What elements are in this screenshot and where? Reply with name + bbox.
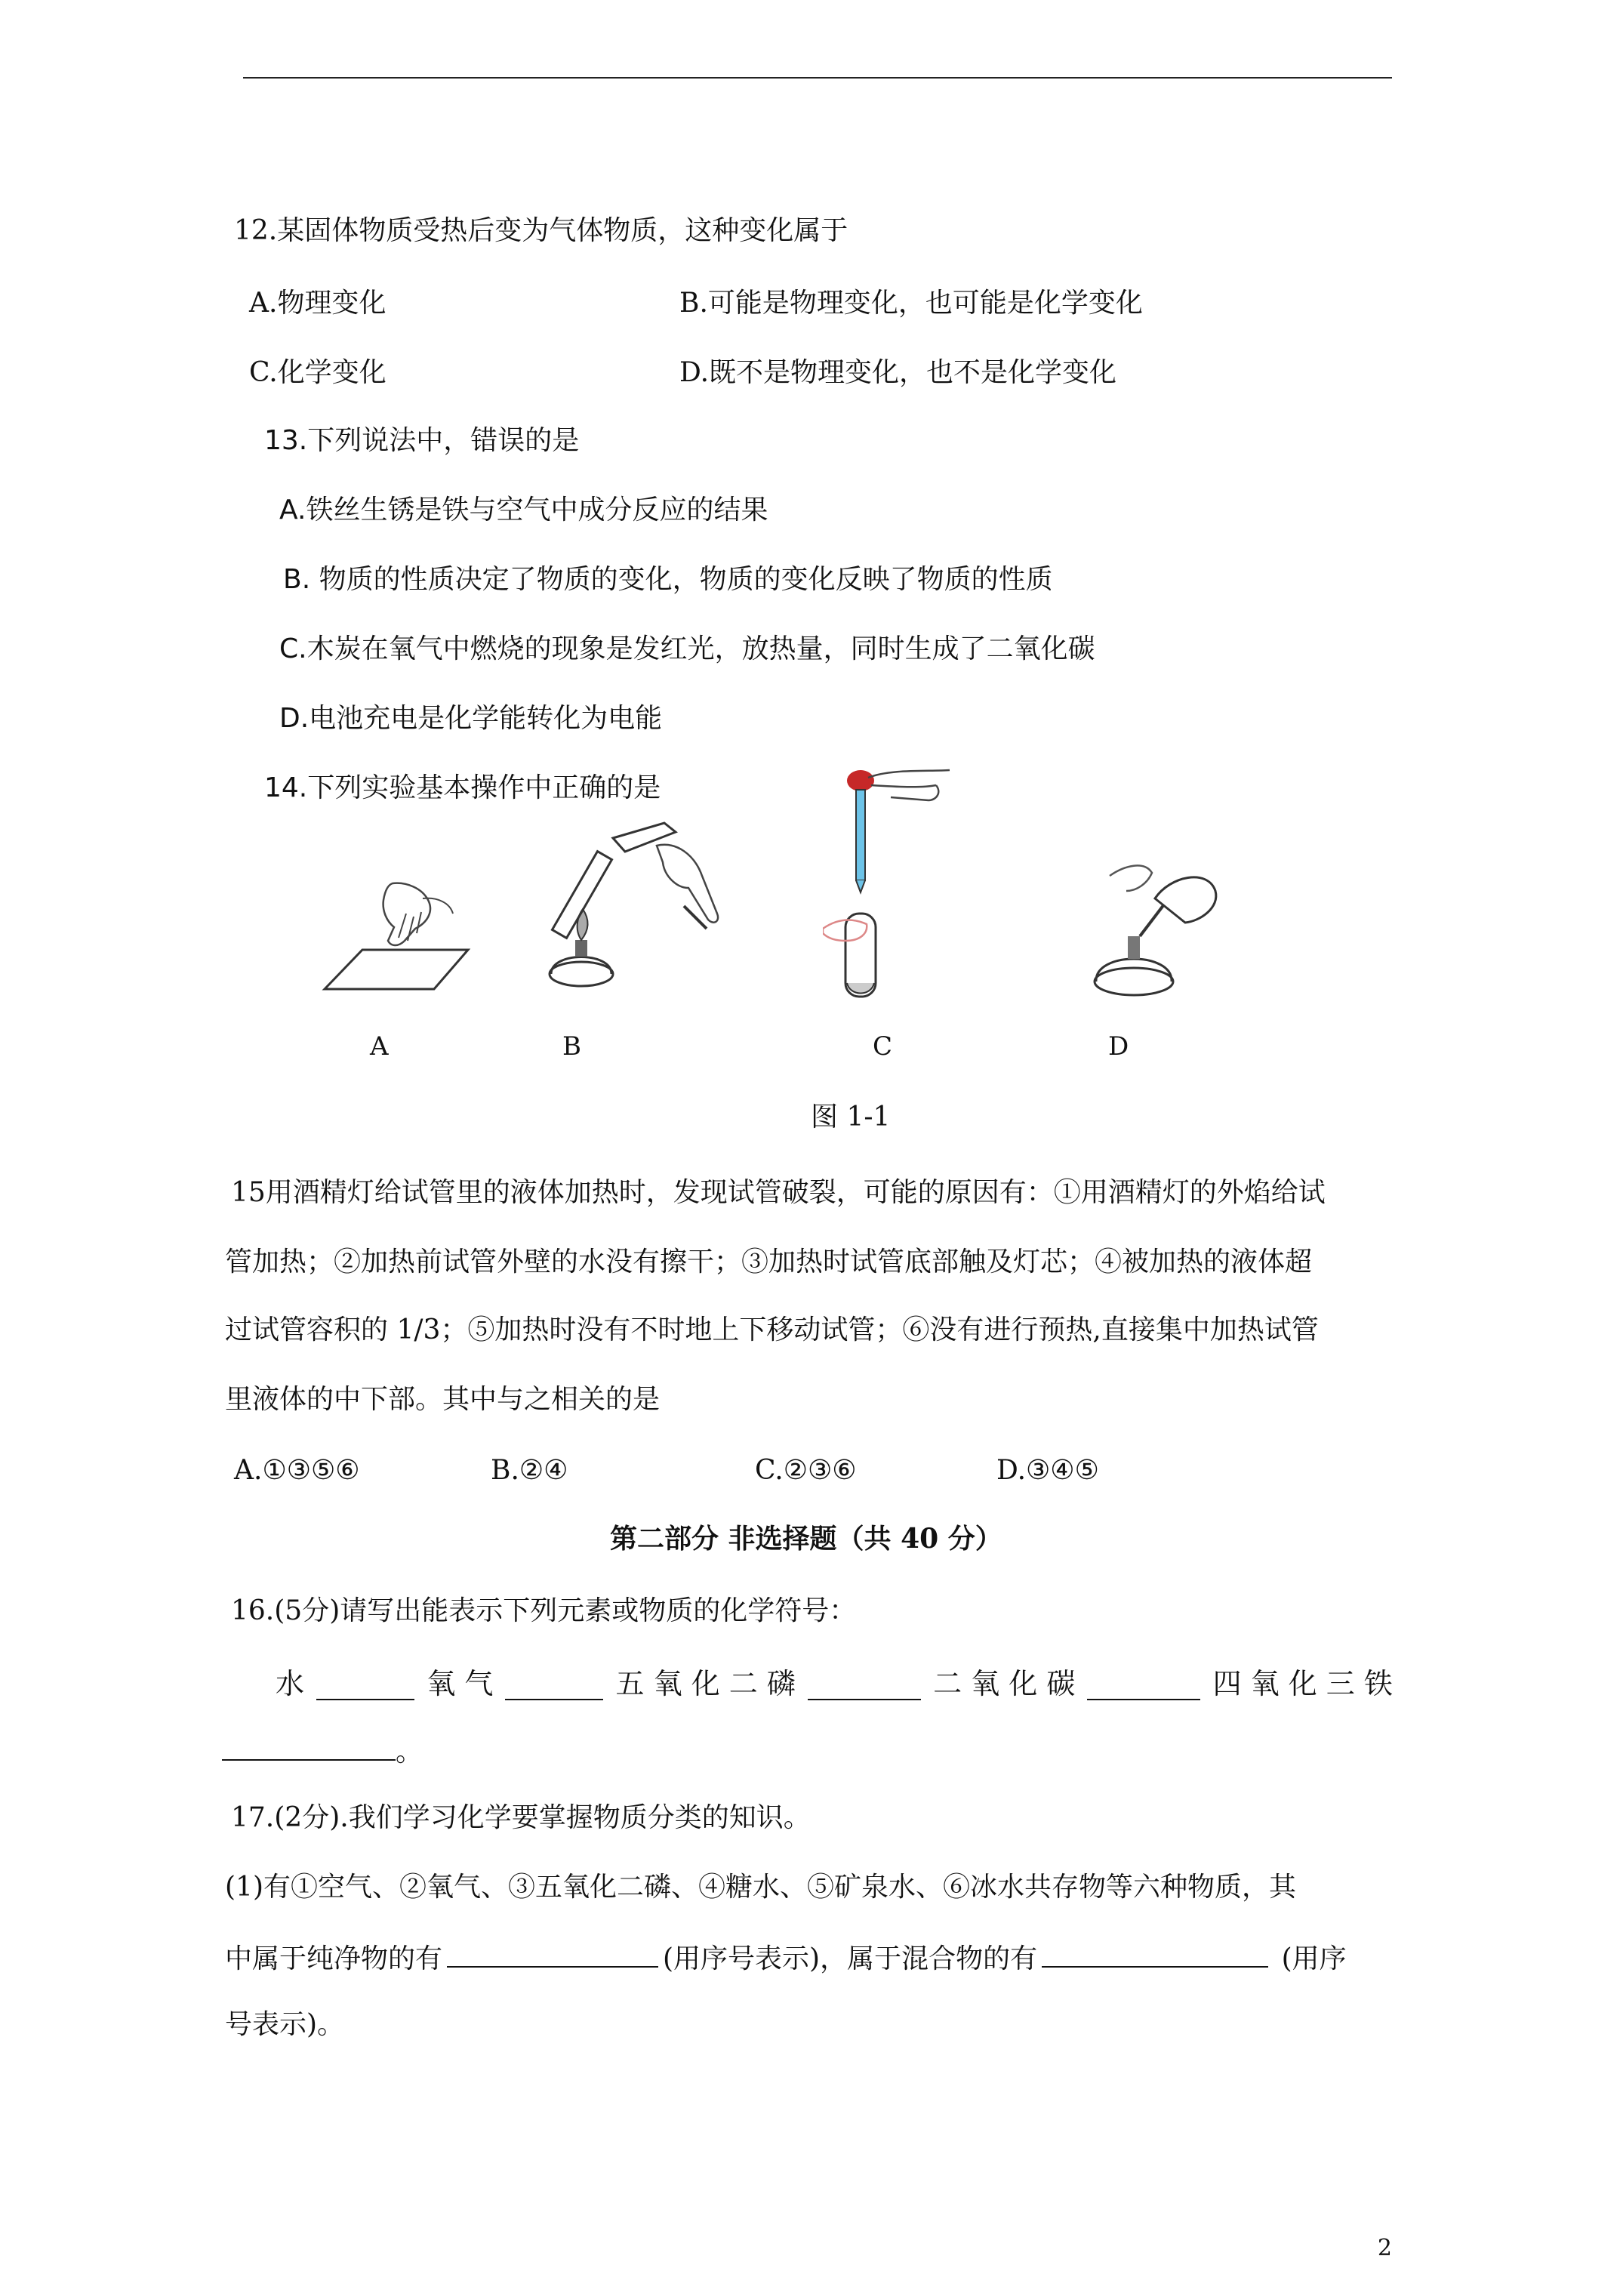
figure-a-hand-on-paper xyxy=(310,868,476,997)
q17-line-2 xyxy=(225,1940,1347,1976)
q16-item-co2: 二 氧 化 碳 xyxy=(933,1667,1076,1700)
q16-item-p2o5: 五 氧 化 二 磷 xyxy=(615,1667,796,1700)
q16-blank-2[interactable] xyxy=(505,1673,603,1700)
q16-end-mark: 。 xyxy=(396,1737,423,1767)
q15-option-c: C.②③⑥ xyxy=(755,1455,857,1486)
q15-line-3: 过试管容积的 1/3；⑤加热时没有不时地上下移动试管；⑥没有进行预热,直接集中加热试管 xyxy=(225,1314,1319,1345)
q16-item-fe3o4: 四 氧 化 三 铁 xyxy=(1212,1667,1393,1700)
q17-blank-mixture[interactable] xyxy=(1042,1940,1268,1968)
q17-blank-pure[interactable] xyxy=(447,1940,658,1968)
q13-stem: 13.下列说法中，错误的是 xyxy=(264,425,580,456)
q12-option-b: B.可能是物理变化，也可能是化学变化 xyxy=(679,288,1143,319)
q16-item-oxygen: 氧 气 xyxy=(427,1667,494,1700)
q13-option-b: B. 物质的性质决定了物质的变化，物质的变化反映了物质的性质 xyxy=(283,564,1053,595)
figure-b-heating-test-tube xyxy=(528,815,732,1004)
q16-stem: 16.(5分)请写出能表示下列元素或物质的化学符号： xyxy=(231,1595,857,1626)
figure-caption: 图 1-1 xyxy=(811,1102,891,1133)
q16-blank-1[interactable] xyxy=(316,1673,414,1700)
q17-line-3: 号表示)。 xyxy=(225,2009,345,2040)
q17-line-2-part-b: (用序号表示)，属于混合物的有 xyxy=(663,1943,1038,1974)
q16-blank-3[interactable] xyxy=(808,1673,921,1700)
figure-label-b: B xyxy=(562,1031,581,1062)
figure-d-lamp-to-lamp xyxy=(1079,861,1223,1000)
q17-line-1: (1)有①空气、②氧气、③五氧化二磷、④糖水、⑤矿泉水、⑥冰水共存物等六种物质，其 xyxy=(225,1872,1296,1903)
q17-line-2-part-a: 中属于纯净物的有 xyxy=(225,1943,443,1974)
figure-c-dropper-test-tube xyxy=(823,763,974,1004)
header-rule xyxy=(243,77,1392,79)
page-number: 2 xyxy=(1377,2235,1392,2261)
q13-option-d: D.电池充电是化学能转化为电能 xyxy=(279,703,663,734)
q16-blank-5[interactable] xyxy=(222,1734,396,1761)
figure-label-d: D xyxy=(1108,1031,1129,1062)
part-two-title: 第二部分 非选择题（共 40 分） xyxy=(610,1523,1002,1555)
q15-line-4: 里液体的中下部。其中与之相关的是 xyxy=(225,1384,661,1415)
figure-label-a: A xyxy=(370,1031,389,1062)
q12-option-d: D.既不是物理变化，也不是化学变化 xyxy=(679,357,1117,388)
q16-item-water: 水 xyxy=(276,1667,305,1700)
q15-option-a: A.①③⑤⑥ xyxy=(234,1455,360,1486)
q16-end-line xyxy=(222,1734,423,1769)
q15-line-2: 管加热；②加热前试管外壁的水没有擦干；③加热时试管底部触及灯芯；④被加热的液体超 xyxy=(225,1247,1313,1277)
q15-option-d: D.③④⑤ xyxy=(996,1455,1099,1486)
q14-stem: 14.下列实验基本操作中正确的是 xyxy=(264,772,661,803)
q13-option-c: C.木炭在氧气中燃烧的现象是发红光，放热量，同时生成了二氧化碳 xyxy=(279,633,1095,664)
q16-fill-row xyxy=(276,1667,1393,1700)
q16-blank-4[interactable] xyxy=(1087,1673,1200,1700)
q17-stem: 17.(2分).我们学习化学要掌握物质分类的知识。 xyxy=(231,1802,811,1833)
figure-label-c: C xyxy=(873,1031,893,1062)
q12-option-a: A.物理变化 xyxy=(249,288,387,319)
q15-line-1: 15用酒精灯给试管里的液体加热时，发现试管破裂，可能的原因有：①用酒精灯的外焰给试 xyxy=(231,1177,1326,1208)
q17-line-2-part-c: (用序 xyxy=(1281,1943,1347,1974)
q15-option-b: B.②④ xyxy=(491,1455,568,1486)
q12-option-c: C.化学变化 xyxy=(249,357,387,388)
q13-option-a: A.铁丝生锈是铁与空气中成分反应的结果 xyxy=(279,495,768,525)
q12-stem: 12.某固体物质受热后变为气体物质，这种变化属于 xyxy=(234,215,848,246)
